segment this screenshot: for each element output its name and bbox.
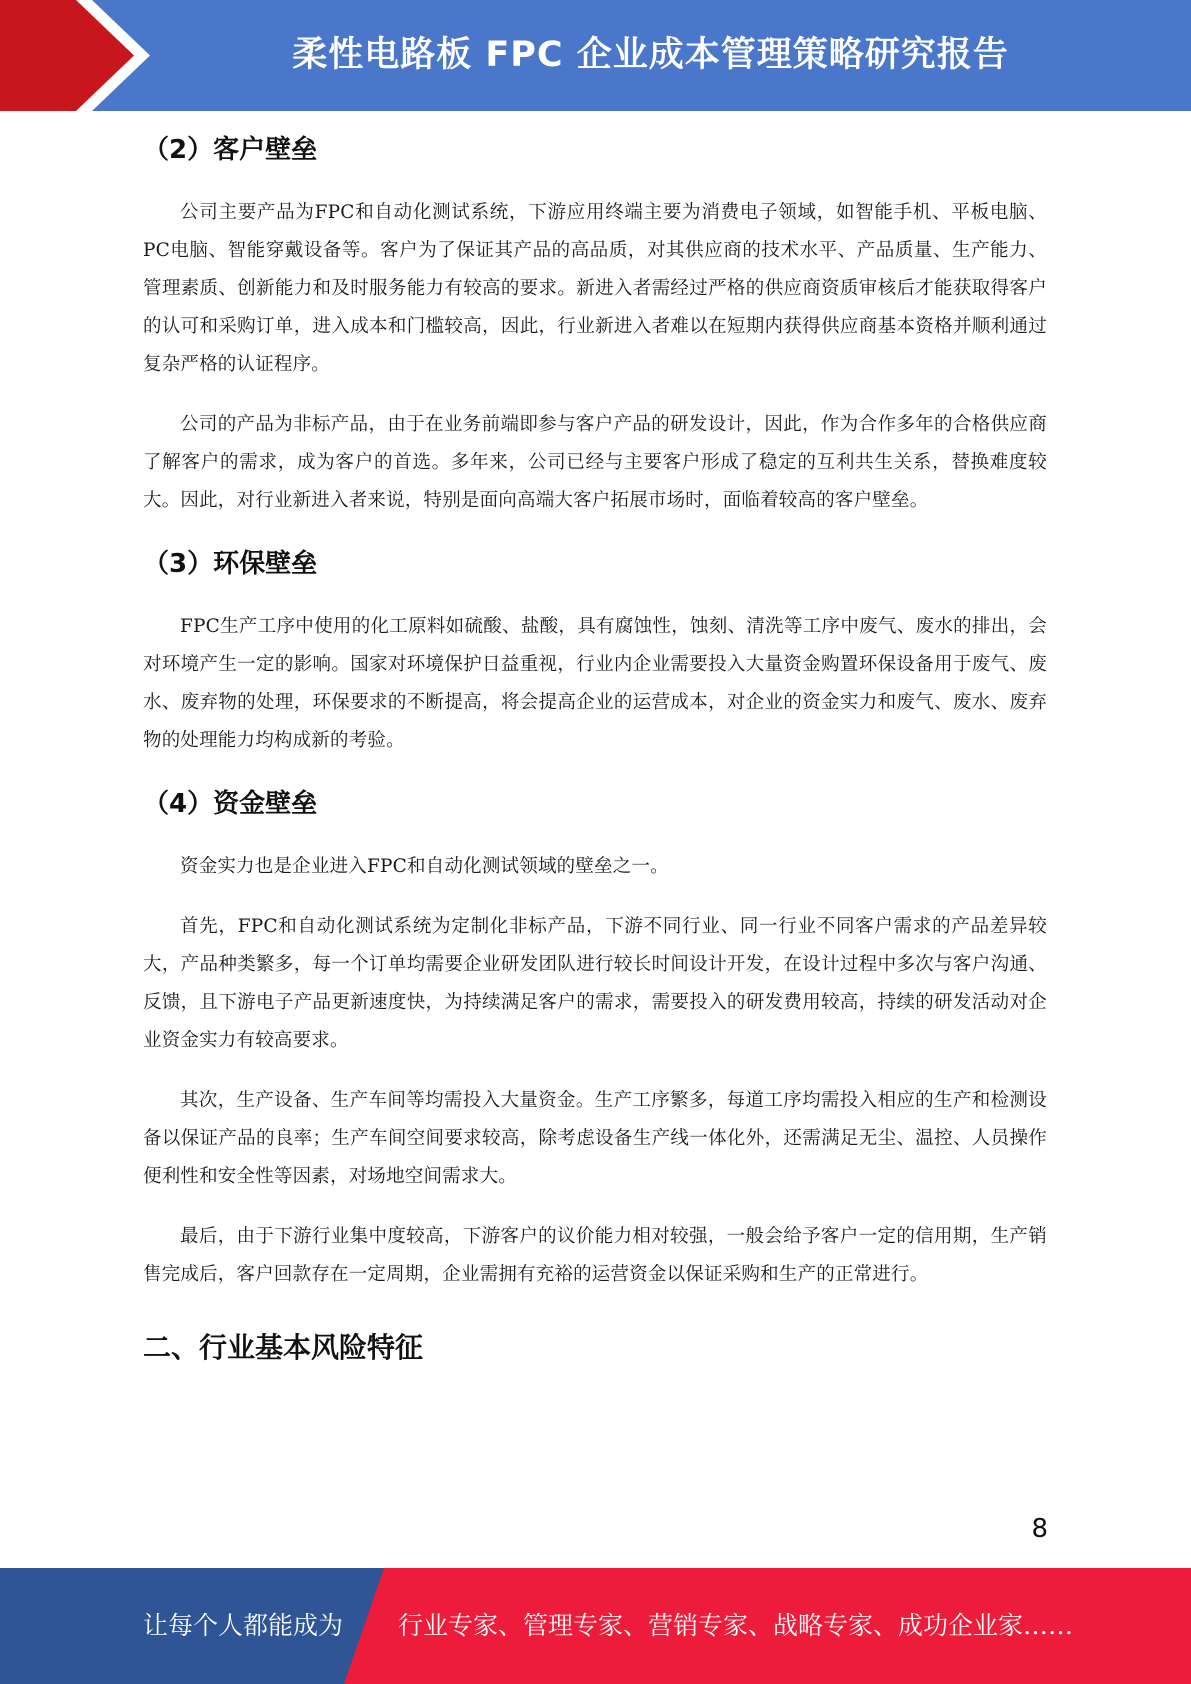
paragraph: 公司的产品为非标产品，由于在业务前端即参与客户产品的研发设计，因此，作为合作多年的合格供应商了解客户的需求，成为客户的首选。多年来，公司已经与主要客户形成了稳定的互利共生关系，替换难度较大。因此，对行业新进入者来说，特别是面向高端大客户拓展市场时，面临着较高的客户壁垒。	[143, 414, 1047, 511]
page-header	[0, 0, 1191, 111]
page-content	[143, 122, 1047, 1380]
paragraph: 最后，由于下游行业集中度较高，下游客户的议价能力相对较强，一般会给予客户一定的信用期，生产销售完成后，客户回款存在一定周期，企业需拥有充裕的运营资金以保证采购和生产的正常进行。	[143, 1226, 1047, 1285]
section-heading-capital-barrier: （4）资金壁垒	[143, 789, 318, 819]
paragraph: 资金实力也是企业进入FPC和自动化测试领域的壁垒之一。	[180, 856, 669, 877]
page-footer	[0, 1568, 1191, 1684]
paragraph: 公司主要产品为FPC和自动化测试系统，下游应用终端主要为消费电子领域，如智能手机、平板电脑、PC电脑、智能穿戴设备等。客户为了保证其产品的高品质，对其供应商的技术水平、产品质量、生产能力、管理素质、创新能力和及时服务能力有较高的要求。新进入者需经过严格的供应商资质审核后才能获取得客户的认可和采购订单，进入成本和门槛较高，因此，行业新进入者难以在短期内获得供应商基本资格并顺利通过复杂严格的认证程序。	[143, 202, 1047, 375]
paragraph: 其次，生产设备、生产车间等均需投入大量资金。生产工序繁多，每道工序均需投入相应的生产和检测设备以保证产品的良率；生产车间空间要求较高，除考虑设备生产线一体化外，还需满足无尘、温控、人员操作便利性和安全性等因素，对场地空间需求大。	[143, 1090, 1047, 1187]
paragraph: 首先，FPC和自动化测试系统为定制化非标产品，下游不同行业、同一行业不同客户需求的产品差异较大，产品种类繁多，每一个订单均需要企业研发团队进行较长时间设计开发，在设计过程中多次与客户沟通、反馈，且下游电子产品更新速度快，为持续满足客户的需求，需要投入的研发费用较高，持续的研发活动对企业资金实力有较高要求。	[143, 916, 1047, 1051]
page-number: 8	[1031, 1514, 1048, 1544]
footer-slogan-left: 让每个人都能成为	[143, 1611, 344, 1640]
report-title: 柔性电路板 FPC 企业成本管理策略研究报告	[292, 35, 1009, 75]
footer-slogan-right: 行业专家、管理专家、营销专家、战略专家、成功企业家……	[398, 1611, 1074, 1640]
chapter-heading: 二、行业基本风险特征	[143, 1331, 424, 1364]
section-heading-environmental-barrier: （3）环保壁垒	[143, 549, 318, 579]
header-arrow-red	[0, 0, 134, 111]
section-heading-customer-barrier: （2）客户壁垒	[143, 135, 318, 165]
header-arrow-icon	[0, 0, 160, 111]
paragraph: FPC生产工序中使用的化工原料如硫酸、盐酸，具有腐蚀性，蚀刻、清洗等工序中废气、废水的排出，会对环境产生一定的影响。国家对环境保护日益重视，行业内企业需要投入大量资金购置环保设备用于废气、废水、废弃物的处理，环保要求的不断提高，将会提高企业的运营成本，对企业的资金实力和废气、废水、废弃物的处理能力均构成新的考验。	[143, 616, 1047, 751]
